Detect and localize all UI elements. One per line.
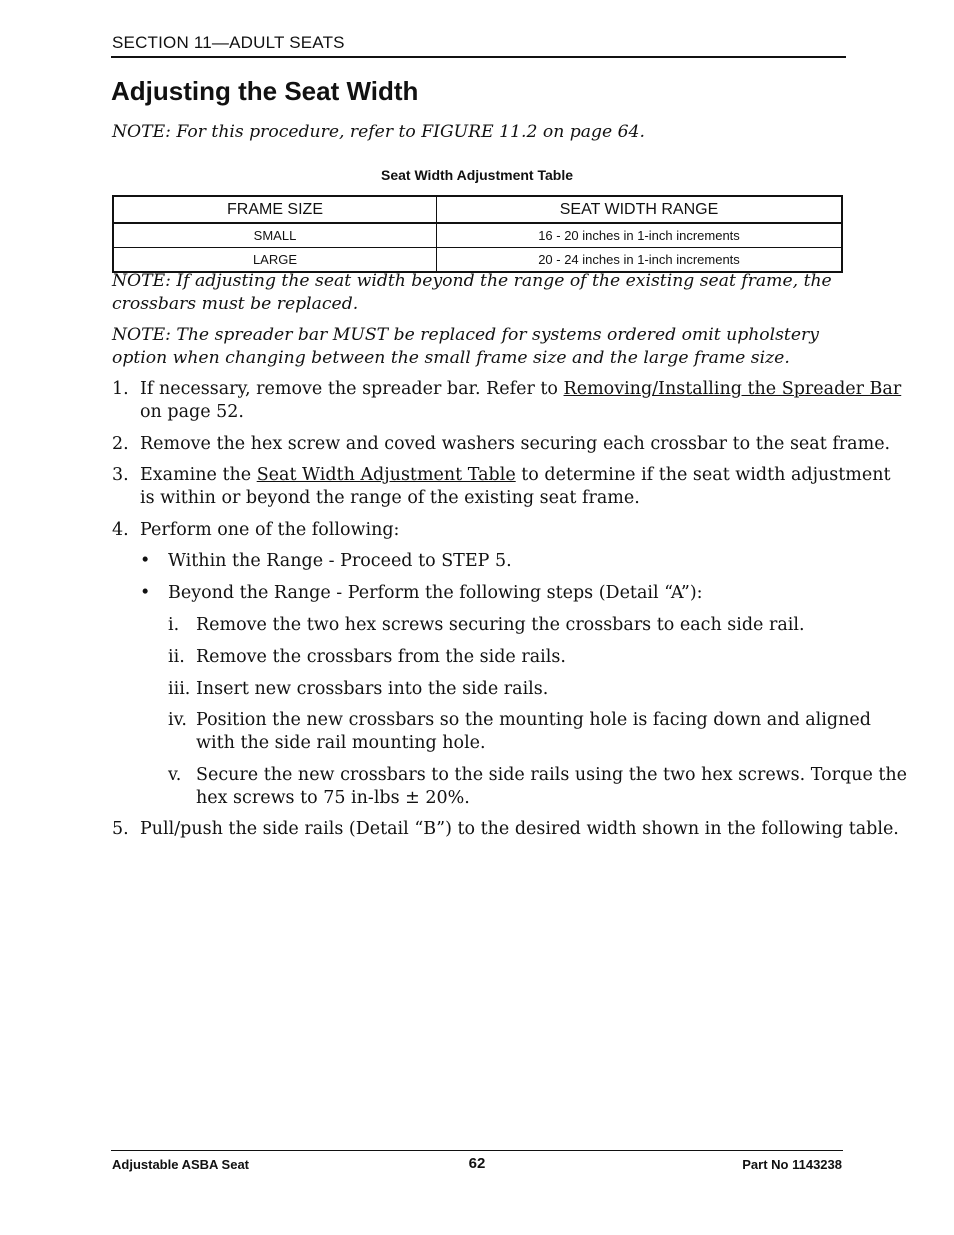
section-header: SECTION 11—ADULT SEATS <box>112 33 345 52</box>
step-text-part: Examine the <box>140 465 257 485</box>
seat-width-table <box>112 195 843 273</box>
substep-number: iv. <box>168 710 187 730</box>
step-text <box>140 464 891 487</box>
step-number: 2. <box>112 434 129 454</box>
step-number: 5. <box>112 819 129 839</box>
note-spreader-bar: NOTE: The spreader bar MUST be replaced for systems ordered omit upholstery option when changing between the small frame size and the large frame size. <box>112 325 819 368</box>
page-title: Adjusting the Seat Width <box>111 76 419 106</box>
footer-part-number: Part No 1143238 <box>742 1157 842 1172</box>
link-seat-width-adjustment-table[interactable]: Seat Width Adjustment Table <box>256 465 516 485</box>
substep-number: v. <box>168 765 182 785</box>
bullet-dot: • <box>140 583 151 603</box>
substep-text: Position the new crossbars so the mounting hole is facing down and aligned <box>196 710 871 730</box>
bullet-text: Beyond the Range - Perform the following steps (Detail “A”): <box>168 583 703 603</box>
table-cell-seat-width-range: 20 - 24 inches in 1-inch increments <box>437 248 843 273</box>
step-number: 1. <box>112 379 129 399</box>
column-header-seat-width-range: SEAT WIDTH RANGE <box>437 196 843 223</box>
footer-product-name: Adjustable ASBA Seat <box>112 1157 250 1172</box>
substep-number: ii. <box>168 647 185 667</box>
column-header-frame-size: FRAME SIZE <box>113 196 437 223</box>
substep-number: iii. <box>168 679 191 699</box>
footer-page-number: 62 <box>468 1155 486 1172</box>
step-number: 4. <box>112 520 129 540</box>
step-text: Perform one of the following: <box>140 520 400 540</box>
substep-text-continued: with the side rail mounting hole. <box>196 733 486 753</box>
table-cell-seat-width-range: 16 - 20 inches in 1-inch increments <box>437 223 843 248</box>
step-text-continued: is within or beyond the range of the existing seat frame. <box>140 488 640 508</box>
step-text <box>140 378 901 401</box>
substep-number: i. <box>168 615 180 635</box>
step-text-continued: on page 52. <box>140 402 244 422</box>
step-text: Remove the hex screw and coved washers securing each crossbar to the seat frame. <box>140 434 891 454</box>
note-figure-reference: NOTE: For this procedure, refer to FIGURE 11.2 on page 64. <box>112 122 645 142</box>
step-text-part: to determine if the seat width adjustment <box>515 465 891 485</box>
bullet-dot: • <box>140 551 151 571</box>
table-row <box>113 248 842 273</box>
substep-text: Remove the two hex screws securing the crossbars to each side rail. <box>196 615 805 635</box>
table-cell-frame-size: SMALL <box>113 223 437 248</box>
note-crossbars: NOTE: If adjusting the seat width beyond the range of the existing seat frame, the crossbars must be replaced. <box>112 271 832 314</box>
table-header-row <box>113 196 842 223</box>
substep-text: Secure the new crossbars to the side rails using the two hex screws. Torque the <box>196 765 908 785</box>
substep-text: Remove the crossbars from the side rails. <box>196 647 566 667</box>
header-rule <box>111 56 846 58</box>
step-text: Pull/push the side rails (Detail “B”) to the desired width shown in the following table. <box>140 819 899 839</box>
table-cell-frame-size: LARGE <box>113 248 437 273</box>
bullet-text: Within the Range - Proceed to STEP 5. <box>168 551 512 571</box>
footer-rule <box>111 1150 843 1151</box>
substep-text-continued: hex screws to 75 in-lbs ± 20%. <box>196 788 470 808</box>
step-number: 3. <box>112 465 129 485</box>
table-row <box>113 223 842 248</box>
table-caption: Seat Width Adjustment Table <box>381 167 573 183</box>
substep-text: Insert new crossbars into the side rails. <box>196 679 549 699</box>
link-removing-installing-spreader-bar[interactable]: Removing/Installing the Spreader Bar <box>563 379 902 399</box>
step-text-part: If necessary, remove the spreader bar. Refer to <box>140 379 564 399</box>
